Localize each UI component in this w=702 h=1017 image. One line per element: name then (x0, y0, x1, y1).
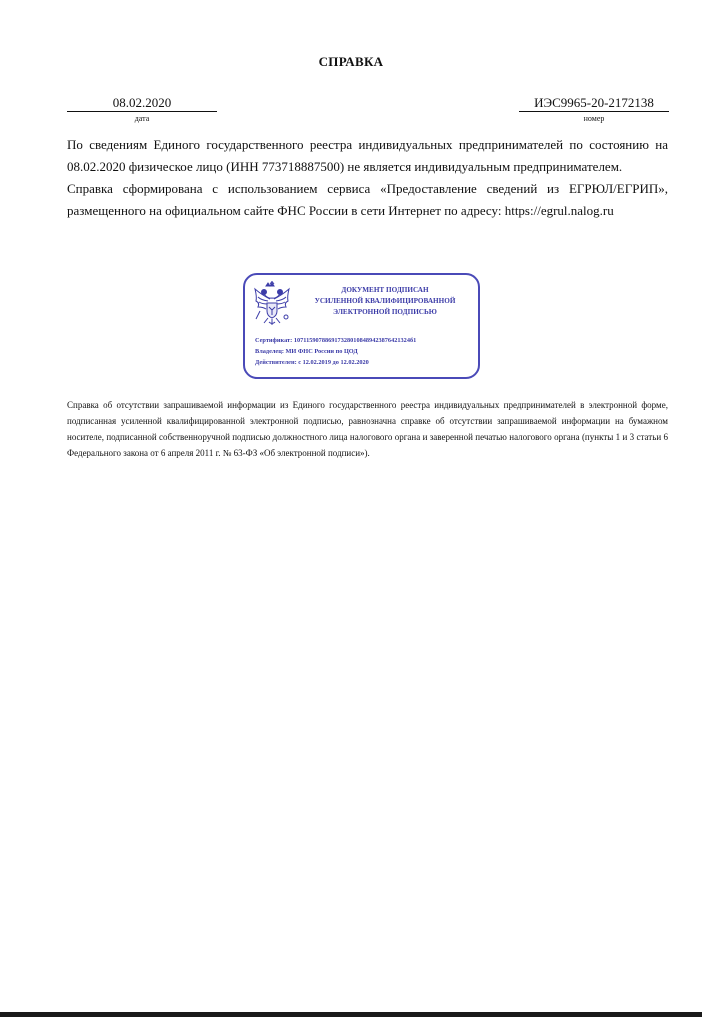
electronic-signature-stamp (243, 273, 480, 379)
stamp-certificate: Сертификат: 1071159078869173280108489423876421324б1 (255, 337, 417, 344)
date-caption: дата (134, 114, 150, 123)
number-caption: номер (583, 114, 605, 123)
number-value: ИЭС9965-20-2172138 (519, 95, 669, 112)
stamp-details (255, 335, 477, 368)
document-title: СПРАВКА (318, 54, 384, 69)
stamp-owner: Владелец: МИ ФНС России по ЦОД (255, 348, 358, 355)
stamp-line-2: УСИЛЕННОЙ КВАЛИФИЦИРОВАННОЙ (314, 297, 456, 305)
stamp-header (295, 285, 475, 318)
legal-footnote: Справка об отсутствии запрашиваемой информации из Единого государственного реестра индивидуальных предпринимателей в электронной форме, подписанная усиленной квалифицированной электронной подписью, равнозначна справке об отсутствии запрашиваемой информации на бумажном носителе, подписанной собственноручной подписью должностного лица налогового органа и заверенной печатью налогового органа (пункты 1 и 3 статьи 6 Федерального закона от 6 апреля 2011 г. № 63-ФЗ «Об электронной подписи»). (67, 400, 668, 458)
bottom-edge-divider (0, 1012, 702, 1017)
stamp-line-1: ДОКУМЕНТ ПОДПИСАН (341, 286, 429, 294)
document-body (67, 134, 668, 222)
number-field (519, 95, 669, 123)
date-field (67, 95, 217, 123)
stamp-validity: Действителен: с 12.02.2019 до 12.02.2020 (255, 359, 369, 366)
date-value: 08.02.2020 (67, 95, 217, 112)
coat-of-arms-icon (252, 281, 292, 329)
stamp-line-3: ЭЛЕКТРОННОЙ ПОДПИСЬЮ (333, 308, 437, 316)
service-paragraph: Справка сформирована с использованием сервиса «Предоставление сведений из ЕГРЮЛ/ЕГРИП», размещенного на официальном сайте ФНС России в сети Интернет по адресу: https://egrul.nalog.ru (67, 181, 668, 218)
status-paragraph: По сведениям Единого государственного реестра индивидуальных предпринимателей по состоянию на 08.02.2020 физическое лицо (ИНН 773718887500) не является индивидуальным предпринимателем. (67, 137, 668, 174)
